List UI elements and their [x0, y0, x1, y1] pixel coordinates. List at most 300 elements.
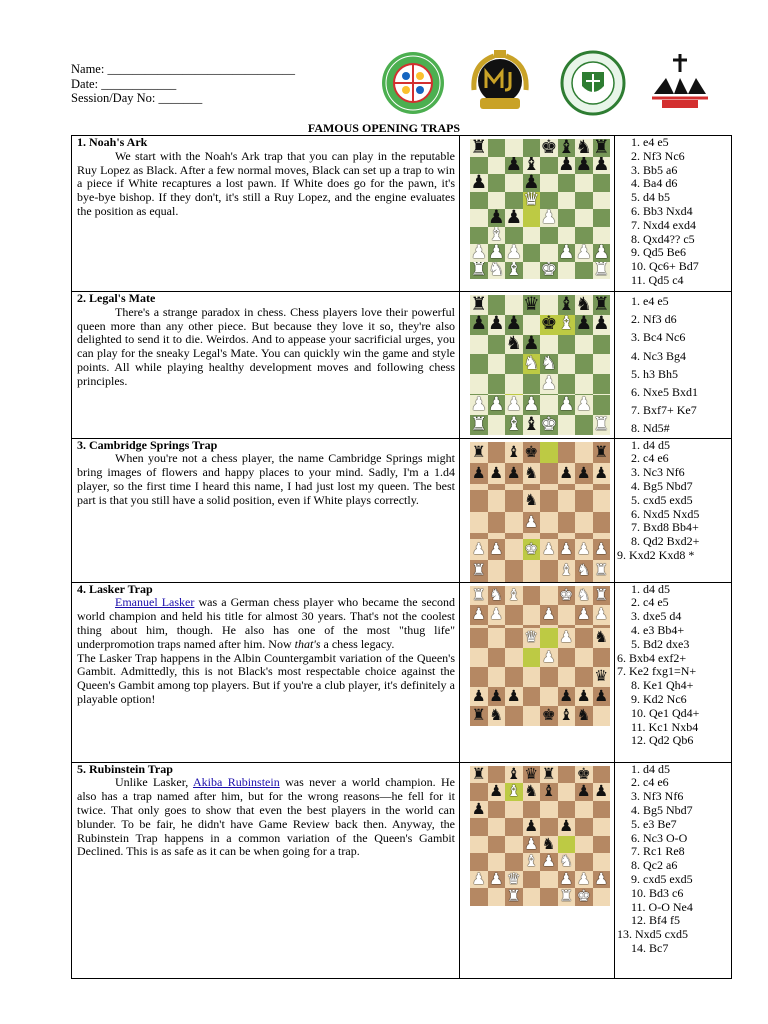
square-a8	[470, 442, 488, 463]
white-rook-icon: ♜	[592, 261, 610, 279]
square-d6	[523, 801, 541, 819]
white-pawn-icon: ♟	[489, 539, 504, 558]
black-pawn-icon: ♟	[489, 463, 504, 482]
square-f7	[558, 463, 576, 484]
square-e8	[540, 442, 558, 463]
white-pawn-icon: ♟	[489, 870, 504, 888]
square-a7	[470, 157, 488, 175]
square-a2	[593, 605, 611, 624]
move-item: 2. c4 e6	[631, 775, 669, 790]
square-c4	[505, 836, 523, 854]
square-b2	[488, 871, 506, 889]
white-knight-icon: ♞	[576, 561, 591, 580]
black-pawn-icon: ♟	[505, 209, 523, 227]
white-bishop-icon: ♝	[557, 314, 575, 335]
square-d8	[523, 139, 541, 157]
square-h8	[593, 295, 611, 315]
white-knight-icon: ♞	[522, 354, 540, 375]
move-item: 7. Bxf7+ Ke7	[631, 403, 697, 418]
square-b6	[575, 667, 593, 686]
square-a8	[470, 295, 488, 315]
white-bishop-icon: ♝	[506, 783, 521, 801]
square-e7	[540, 315, 558, 335]
square-h1	[470, 586, 488, 605]
white-pawn-icon: ♟	[471, 605, 486, 624]
square-h3	[593, 227, 611, 245]
white-pawn-icon: ♟	[557, 395, 575, 416]
black-pawn-icon: ♟	[489, 783, 504, 801]
square-c5	[505, 354, 523, 374]
black-pawn-icon: ♟	[506, 686, 521, 705]
square-b3	[488, 853, 506, 871]
square-d2	[540, 605, 558, 624]
black-rook-icon: ♜	[470, 295, 488, 315]
square-c1	[558, 586, 576, 605]
black-knight-icon: ♞	[594, 628, 609, 647]
square-e1	[523, 586, 541, 605]
black-pawn-icon: ♟	[471, 463, 486, 482]
black-pawn-icon: ♟	[575, 314, 593, 335]
square-f8	[558, 442, 576, 463]
square-g4	[575, 209, 593, 227]
square-c8	[505, 139, 523, 157]
square-b3	[488, 227, 506, 245]
square-d3	[523, 227, 541, 245]
square-b7	[488, 315, 506, 335]
square-f2	[505, 605, 523, 624]
square-a5	[470, 818, 488, 836]
square-d4	[523, 374, 541, 394]
square-c2	[505, 871, 523, 889]
trap-description	[72, 438, 460, 582]
square-h7	[593, 315, 611, 335]
black-pawn-icon: ♟	[505, 156, 523, 174]
square-b1	[575, 586, 593, 605]
black-pawn-icon: ♟	[506, 463, 521, 482]
square-b8	[488, 442, 506, 463]
square-g4	[575, 374, 593, 394]
moves-list	[615, 292, 732, 439]
square-e7	[540, 463, 558, 484]
move-item: 4. Nc3 Bg4	[631, 348, 686, 363]
square-h6	[593, 335, 611, 355]
square-g8	[575, 139, 593, 157]
white-knight-icon: ♞	[540, 354, 558, 375]
white-rook-icon: ♜	[471, 585, 486, 604]
square-h1	[593, 415, 611, 435]
square-f7	[558, 157, 576, 175]
black-king-icon: ♚	[576, 765, 591, 783]
black-bishop-icon: ♝	[522, 415, 540, 435]
trap-description	[72, 762, 460, 978]
square-g2	[575, 871, 593, 889]
square-g4	[575, 836, 593, 854]
trap-row	[72, 582, 732, 762]
square-a3	[470, 853, 488, 871]
trap-title: 3. Cambridge Springs Trap	[77, 437, 218, 452]
square-a8	[470, 766, 488, 784]
black-knight-icon: ♞	[575, 139, 593, 157]
white-pawn-icon: ♟	[575, 395, 593, 416]
square-f8	[505, 706, 523, 725]
square-f5	[558, 192, 576, 210]
square-d8	[540, 706, 558, 725]
black-pawn-icon: ♟	[559, 818, 574, 836]
trap-row	[72, 438, 732, 582]
emphasis-text: that's	[294, 636, 321, 651]
square-h6	[593, 174, 611, 192]
square-a8	[470, 139, 488, 157]
black-knight-icon: ♞	[505, 334, 523, 355]
square-g5	[575, 818, 593, 836]
square-b6	[488, 174, 506, 192]
square-g5	[575, 354, 593, 374]
square-f2	[558, 244, 576, 262]
square-a1	[470, 415, 488, 435]
square-h1	[593, 560, 611, 581]
student-info-fields	[71, 62, 295, 106]
traps-table	[71, 135, 732, 979]
move-item: 7. Nxd4 exd4	[631, 217, 696, 232]
white-rook-icon: ♜	[471, 561, 486, 580]
square-b5	[488, 490, 506, 511]
move-item: 10. Qe1 Qd4+	[631, 705, 700, 720]
black-queen-icon: ♛	[594, 667, 609, 686]
white-pawn-icon: ♟	[524, 512, 539, 531]
paragraph-text: was a German chess player who became the second world champion and held his title for almost 30 years. That's not the coolest thing about him, though. He also has one of the most "thug life" underpromotion traps named after him. Now	[77, 595, 455, 651]
square-e6	[540, 801, 558, 819]
square-h6	[470, 667, 488, 686]
square-h4	[593, 374, 611, 394]
move-item: 5. d4 b5	[631, 190, 670, 205]
square-a2	[470, 539, 488, 560]
white-pawn-icon: ♟	[489, 605, 504, 624]
board-cell	[460, 438, 615, 582]
white-pawn-icon: ♟	[487, 395, 505, 416]
move-item: 1. d4 d5	[631, 437, 670, 452]
square-d4	[540, 628, 558, 647]
square-c8	[505, 295, 523, 315]
white-pawn-icon: ♟	[594, 870, 609, 888]
moves-list	[615, 438, 732, 582]
square-b7	[575, 687, 593, 706]
moves-list	[615, 762, 732, 978]
white-pawn-icon: ♟	[541, 539, 556, 558]
board-cell	[460, 762, 615, 978]
paragraph-text: was never a world champion. He also has a trap named after him, but for the wrong reasons—he fell for it twice. That only goes to show that even the best players in the world can blunder. To be fair, he didn't have Game Review back then. Anyway, the Rubinstein Trap happens in a common variation of the Queen's Gambit Declined. This is as safe as it can be when going for a trap.	[77, 775, 456, 859]
square-a4	[470, 512, 488, 533]
paragraph-text: We start with the Noah's Ark trap that you can play in the reputable Ruy Lopez as Black. After a few normal moves, Black can set up a trap to win a piece if White recaptures a lost pawn. If White does go for the pawn, it's bye-bye bishop. If they don't, it's still a Ruy Lopez, and the engine evaluates the position as equal.	[77, 148, 455, 218]
square-f2	[558, 395, 576, 415]
square-g3	[575, 853, 593, 871]
white-pawn-icon: ♟	[592, 244, 610, 262]
square-h4	[593, 512, 611, 533]
square-g8	[575, 766, 593, 784]
square-c2	[558, 605, 576, 624]
black-rook-icon: ♜	[592, 295, 610, 315]
square-g5	[575, 192, 593, 210]
square-h8	[593, 139, 611, 157]
square-f7	[505, 687, 523, 706]
square-d5	[523, 192, 541, 210]
square-c2	[505, 395, 523, 415]
square-c2	[505, 244, 523, 262]
white-queen-icon: ♛	[506, 870, 521, 888]
move-item: 7. Ke2 fxg1=N+	[617, 664, 697, 679]
square-c3	[505, 227, 523, 245]
move-item: 14. Bc7	[631, 940, 669, 955]
white-pawn-icon: ♟	[541, 605, 556, 624]
trap-description	[72, 292, 460, 439]
black-knight-icon: ♞	[489, 706, 504, 725]
black-pawn-icon: ♟	[487, 314, 505, 335]
white-pawn-icon: ♟	[470, 395, 488, 416]
move-item: 3. Bc4 Nc6	[631, 330, 686, 345]
square-d8	[523, 766, 541, 784]
date-field[interactable]: Date: ____________	[71, 76, 177, 91]
square-d7	[523, 463, 541, 484]
square-f8	[558, 139, 576, 157]
square-b7	[488, 463, 506, 484]
white-pawn-icon: ♟	[505, 244, 523, 262]
move-item: 8. Qd2 Bxd2+	[631, 534, 700, 549]
black-bishop-icon: ♝	[522, 156, 540, 174]
square-d7	[523, 315, 541, 335]
trap-row	[72, 136, 732, 292]
square-e5	[540, 354, 558, 374]
square-a2	[470, 395, 488, 415]
square-h6	[593, 801, 611, 819]
black-pawn-icon: ♟	[594, 686, 609, 705]
square-f4	[505, 628, 523, 647]
square-b4	[488, 209, 506, 227]
white-king-icon: ♚	[540, 261, 558, 279]
square-a6	[470, 335, 488, 355]
square-c5	[505, 490, 523, 511]
trap-title: 4. Lasker Trap	[77, 581, 153, 596]
white-rook-icon: ♜	[470, 261, 488, 279]
white-pawn-icon: ♟	[557, 244, 575, 262]
move-item: 7. Bxd8 Bb4+	[631, 520, 699, 535]
square-g3	[575, 227, 593, 245]
black-pawn-icon: ♟	[592, 156, 610, 174]
square-c5	[505, 818, 523, 836]
move-item: 1. e4 e5	[631, 294, 669, 308]
trap-paragraph	[77, 150, 455, 219]
square-f5	[558, 354, 576, 374]
square-a6	[470, 801, 488, 819]
square-b1	[488, 888, 506, 906]
square-h8	[593, 766, 611, 784]
white-pawn-icon: ♟	[559, 539, 574, 558]
black-pawn-icon: ♟	[522, 334, 540, 355]
white-queen-icon: ♛	[522, 191, 540, 209]
black-pawn-icon: ♟	[524, 818, 539, 836]
square-d2	[523, 244, 541, 262]
square-a1	[470, 560, 488, 581]
square-b8	[488, 139, 506, 157]
square-h8	[593, 442, 611, 463]
black-bishop-icon: ♝	[506, 765, 521, 783]
square-h2	[593, 244, 611, 262]
name-field[interactable]: Name: ______________________________	[71, 62, 295, 76]
square-a1	[593, 586, 611, 605]
square-f5	[558, 490, 576, 511]
square-b6	[488, 801, 506, 819]
move-item: 4. Ba4 d6	[631, 176, 678, 191]
move-item: 9. cxd5 exd5	[631, 872, 693, 886]
square-b5	[488, 818, 506, 836]
square-h1	[593, 888, 611, 906]
square-e2	[540, 539, 558, 560]
square-g1	[575, 415, 593, 435]
white-rook-icon: ♜	[594, 585, 609, 604]
square-e1	[540, 415, 558, 435]
black-knight-icon: ♞	[576, 706, 591, 725]
square-c4	[505, 512, 523, 533]
square-g6	[575, 174, 593, 192]
black-knight-icon: ♞	[524, 783, 539, 801]
square-c1	[505, 888, 523, 906]
square-f5	[505, 648, 523, 667]
square-f3	[558, 853, 576, 871]
square-c4	[558, 628, 576, 647]
square-f7	[558, 315, 576, 335]
board-cell	[460, 136, 615, 292]
square-a6	[593, 667, 611, 686]
square-d8	[523, 442, 541, 463]
square-g4	[488, 628, 506, 647]
square-h8	[470, 706, 488, 725]
square-d1	[523, 888, 541, 906]
player-link[interactable]: Akiba Rubinstein	[192, 775, 280, 790]
square-f4	[558, 512, 576, 533]
square-e2	[523, 605, 541, 624]
chess-board	[470, 442, 610, 582]
paragraph-text: The Lasker Trap happens in the Albin Countergambit variation of the Queen's Gambit. Admittedly, this is not Black's most respectable choice against the Queen's Gambit among top players. But if you're a club player, it's definitely a playable option!	[77, 650, 455, 706]
square-h7	[593, 783, 611, 801]
black-rook-icon: ♜	[594, 442, 609, 461]
square-c1	[505, 560, 523, 581]
move-item: 6. Nc3 O-O	[631, 830, 688, 845]
square-h5	[470, 648, 488, 667]
square-b1	[488, 415, 506, 435]
move-item: 4. Bg5 Nbd7	[631, 803, 693, 818]
white-bishop-icon: ♝	[524, 853, 539, 871]
square-b4	[575, 628, 593, 647]
square-h2	[470, 605, 488, 624]
square-e1	[540, 888, 558, 906]
black-knight-icon: ♞	[524, 463, 539, 482]
square-c4	[505, 209, 523, 227]
moves-list	[615, 136, 732, 292]
black-pawn-icon: ♟	[489, 686, 504, 705]
move-item: 12. Bf4 f5	[631, 913, 680, 928]
notre-dame-college-seal-icon	[558, 50, 628, 116]
square-c7	[505, 315, 523, 335]
square-g1	[488, 586, 506, 605]
square-h7	[593, 463, 611, 484]
move-item: 6. Bxb4 exf2+	[617, 650, 687, 665]
square-g2	[575, 244, 593, 262]
square-f5	[558, 818, 576, 836]
square-b4	[488, 836, 506, 854]
black-king-icon: ♚	[540, 314, 558, 335]
square-d1	[523, 262, 541, 280]
paragraph-text: a chess legacy.	[320, 636, 395, 651]
move-item: 11. Qd5 c4	[631, 272, 684, 287]
square-g1	[575, 560, 593, 581]
square-c1	[505, 415, 523, 435]
square-e1	[540, 262, 558, 280]
square-b2	[488, 395, 506, 415]
square-e6	[523, 667, 541, 686]
square-g2	[488, 605, 506, 624]
square-f4	[558, 209, 576, 227]
black-pawn-icon: ♟	[594, 783, 609, 801]
square-e6	[540, 335, 558, 355]
move-item: 2. Nf3 d6	[631, 312, 677, 327]
square-d1	[523, 415, 541, 435]
black-rook-icon: ♜	[470, 139, 488, 157]
trap-paragraph	[77, 776, 455, 859]
page-title: FAMOUS OPENING TRAPS	[307, 121, 461, 135]
white-pawn-icon: ♟	[541, 647, 556, 666]
square-g7	[575, 463, 593, 484]
black-bishop-icon: ♝	[557, 139, 575, 157]
white-queen-icon: ♛	[524, 628, 539, 647]
black-knight-icon: ♞	[541, 835, 556, 853]
black-pawn-icon: ♟	[505, 314, 523, 335]
square-b8	[575, 706, 593, 725]
square-c4	[505, 374, 523, 394]
square-e5	[523, 648, 541, 667]
square-h7	[593, 157, 611, 175]
move-item: 6. Bb3 Nxd4	[631, 203, 693, 218]
square-e4	[540, 209, 558, 227]
session-field[interactable]: Session/Day No: _______	[71, 91, 203, 105]
square-a2	[470, 871, 488, 889]
move-item: 9. Kxd2 Kxd8 *	[617, 548, 695, 562]
black-pawn-icon: ♟	[470, 174, 488, 192]
square-f4	[558, 374, 576, 394]
square-e1	[540, 560, 558, 581]
move-item: 2. c4 e6	[631, 451, 669, 466]
square-c6	[558, 667, 576, 686]
square-g5	[488, 648, 506, 667]
black-king-icon: ♚	[541, 706, 556, 725]
square-d1	[523, 560, 541, 581]
player-link[interactable]: Emanuel Lasker	[115, 595, 195, 610]
white-pawn-icon: ♟	[576, 539, 591, 558]
square-c5	[505, 192, 523, 210]
square-h4	[470, 628, 488, 647]
move-item: 4. Bg5 Nbd7	[631, 479, 693, 494]
square-b5	[488, 192, 506, 210]
square-e8	[540, 766, 558, 784]
white-pawn-icon: ♟	[576, 870, 591, 888]
square-b7	[488, 157, 506, 175]
square-e7	[523, 687, 541, 706]
square-d3	[523, 853, 541, 871]
e-ket-channel-logo-icon	[648, 50, 712, 116]
move-item: 8. Nd5#	[631, 421, 670, 436]
white-pawn-icon: ♟	[594, 605, 609, 624]
white-knight-icon: ♞	[489, 585, 504, 604]
white-rook-icon: ♜	[559, 888, 574, 906]
square-e3	[540, 227, 558, 245]
square-f1	[505, 586, 523, 605]
